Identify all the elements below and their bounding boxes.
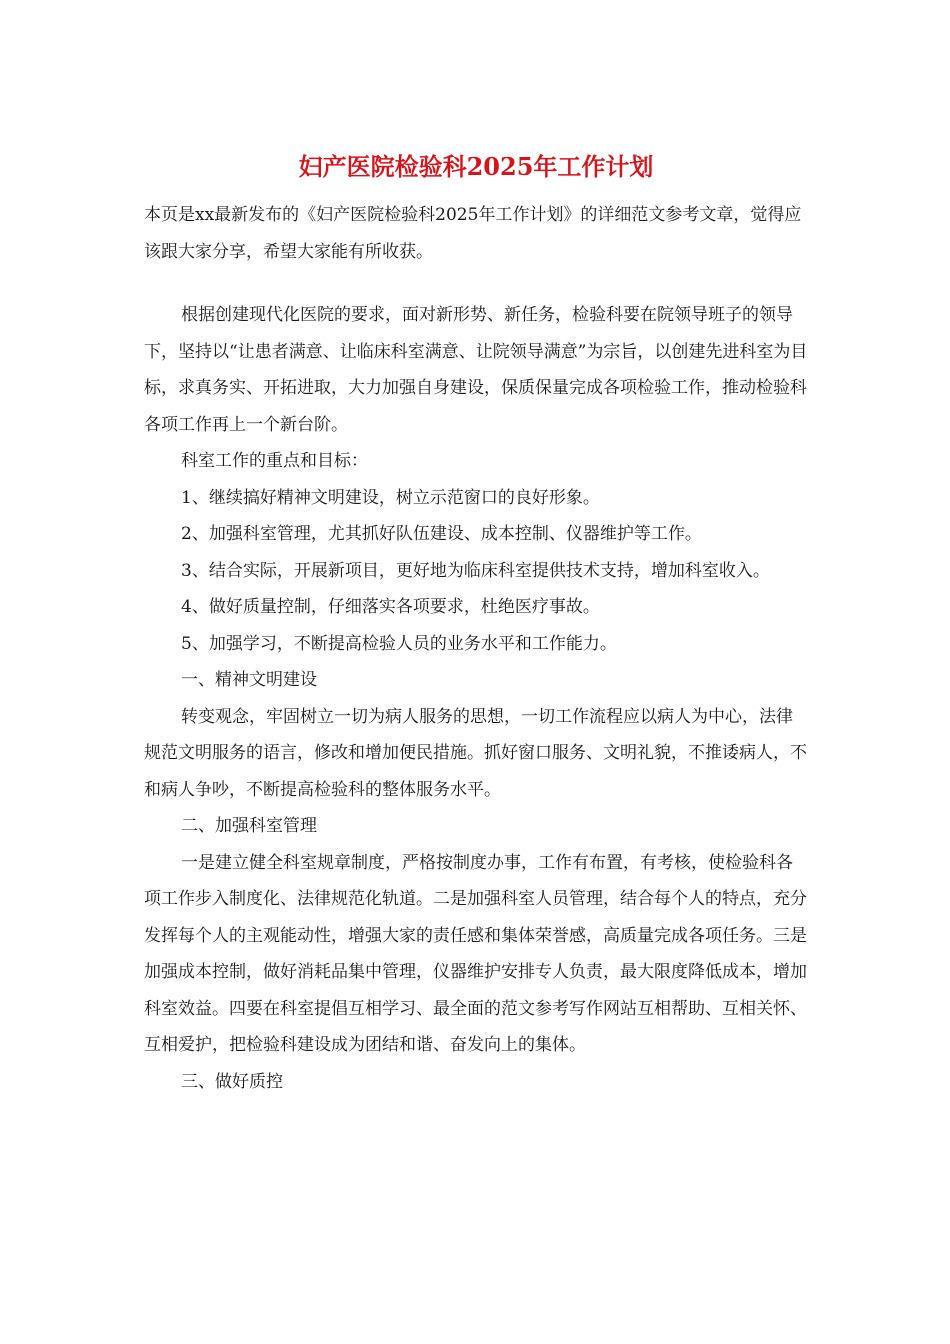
- intro-paragraph: 本页是xx最新发布的《妇产医院检验科2025年工作计划》的详细范文参考文章，觉得应该跟大家分享，希望大家能有所收获。: [144, 205, 802, 262]
- body-paragraph: 一是建立健全科室规章制度，严格按制度办事，工作有布置，有考核，使检验科各项工作步入制度化、法律规范化轨道。二是加强科室人员管理，结合每个人的特点，充分发挥每个人的主观能动性，增强大家的责任感和集体荣誉感，高质量完成各项任务。三是加强成本控制，做好消耗品集中管理，仪器维护安排专人负责，最大限度降低成本，增加科室效益。四要在科室提倡互相学习、最全面的范文参考写作网站互相帮助、互相关怀、互相爱护，把检验科建设成为团结和谐、奋发向上的集体。: [144, 852, 807, 1055]
- section-heading: 一、精神文明建设: [181, 670, 317, 690]
- list-item: 2、加强科室管理，尤其抓好队伍建设、成本控制、仪器维护等工作。: [181, 524, 702, 544]
- body-paragraph: 根据创建现代化医院的要求，面对新形势、新任务，检验科要在院领导班子的领导下，坚持以“让患者满意、让临床科室满意、让院领导满意”为宗旨，以创建先进科室为目标，求真务实、开拓进取，大力加强自身建设，保质保量完成各项检验工作，推动检验科各项工作再上一个新台阶。: [144, 305, 808, 435]
- document-body: [144, 297, 808, 1100]
- list-item: 4、做好质量控制，仔细落实各项要求，杜绝医疗事故。: [181, 597, 600, 617]
- section-heading: 二、加强科室管理: [181, 816, 317, 836]
- list-item: 1、继续搞好精神文明建设，树立示范窗口的良好形象。: [181, 487, 600, 508]
- document-title: 妇产医院检验科2025年工作计划: [298, 152, 654, 181]
- list-item: 3、结合实际，开展新项目，更好地为临床科室提供技术支持，增加科室收入。: [181, 560, 770, 581]
- body-paragraph: 转变观念，牢固树立一切为病人服务的思想，一切工作流程应以病人为中心，法律规范文明服务的语言，修改和增加便民措施。抓好窗口服务、文明礼貌，不推诿病人，不和病人争吵，不断提高检验科的整体服务水平。: [144, 706, 807, 800]
- section-label: 科室工作的重点和目标：: [181, 451, 368, 471]
- section-heading: 三、做好质控: [181, 1071, 283, 1092]
- list-item: 5、加强学习，不断提高检验人员的业务水平和工作能力。: [181, 633, 617, 654]
